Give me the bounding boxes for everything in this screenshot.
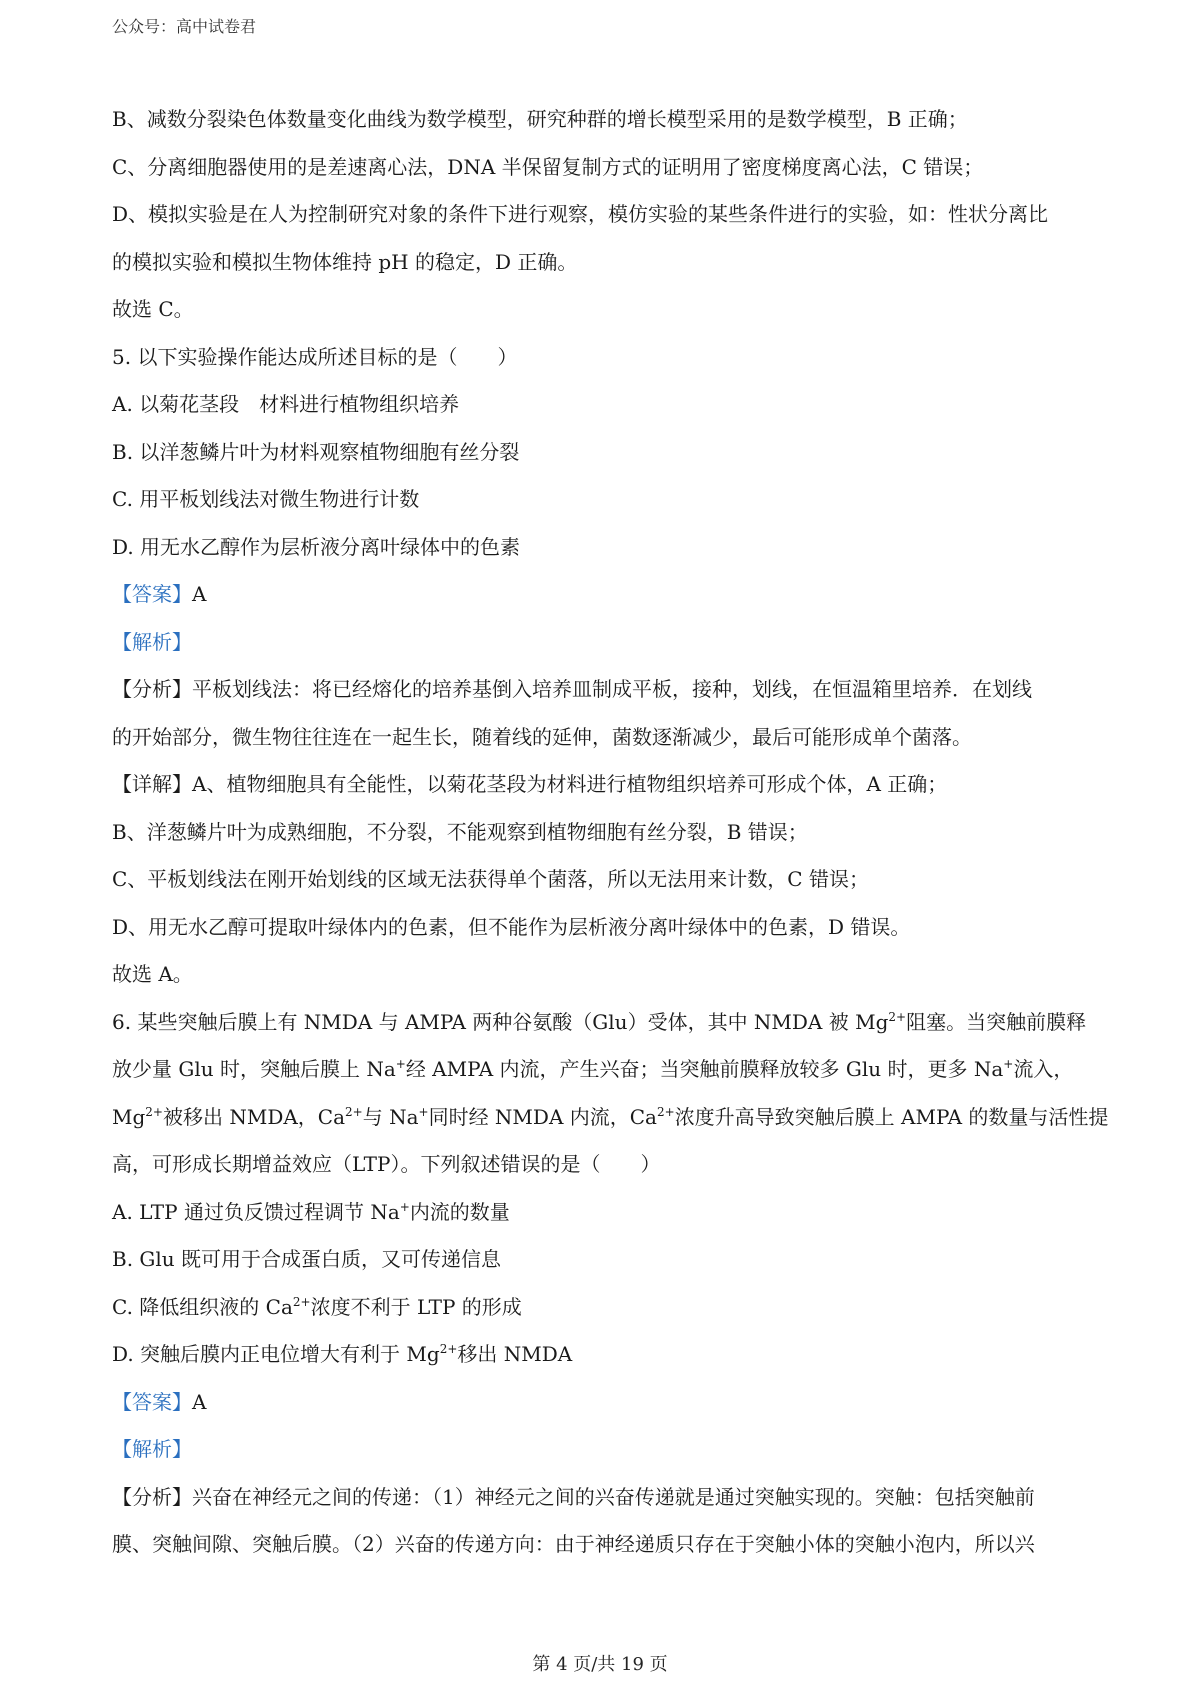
text-line	[112, 1236, 1102, 1284]
text-line	[112, 286, 1102, 334]
text-run: 【详解】A、植物细胞具有全能性，以菊花茎段为材料进行植物组织培养可形成个体，A 正确；	[112, 772, 948, 796]
text-run: B、洋葱鳞片叶为成熟细胞，不分裂，不能观察到植物细胞有丝分裂，B 错误；	[112, 819, 808, 844]
superscript: 2+	[292, 1294, 311, 1309]
text-line	[112, 571, 1102, 619]
text-run: 流入，	[1013, 1057, 1074, 1081]
text-line	[112, 191, 1102, 239]
text-line	[112, 951, 1102, 999]
text-line	[112, 1284, 1102, 1332]
section-tag: 【答案】	[112, 582, 192, 606]
document-body	[112, 96, 1109, 1569]
text-run: C. 用平板划线法对微生物进行计数	[112, 487, 420, 511]
text-run: C. 降低组织液的 Ca	[112, 1294, 293, 1319]
text-run: 浓度不利于 LTP 的形成	[310, 1294, 522, 1319]
text-line	[112, 96, 1102, 144]
text-run: D、模拟实验是在人为控制研究对象的条件下进行观察，模仿实验的某些条件进行的实验，如：性状分离比	[112, 202, 1049, 226]
text-line	[112, 619, 1102, 667]
superscript: +	[399, 1199, 410, 1214]
superscript: 2+	[439, 1342, 458, 1356]
text-line	[112, 144, 1102, 192]
text-line	[112, 809, 1102, 857]
text-run: C、分离细胞器使用的是差速离心法，DNA 半保留复制方式的证明用了密度梯度离心法，C 错误；	[112, 154, 984, 179]
superscript: 2+	[888, 1009, 907, 1024]
text-run: 【分析】兴奋在神经元之间的传递：（1）神经元之间的兴奋传递就是通过突触实现的。突触：包括突触前	[112, 1484, 1035, 1509]
text-line	[112, 856, 1102, 904]
text-line	[112, 476, 1102, 524]
text-line	[112, 239, 1102, 287]
superscript: 2+	[656, 1104, 675, 1119]
page-footer: 第 4 页/共 19 页	[532, 1654, 668, 1675]
section-tag: 【解析】	[112, 629, 192, 654]
text-run: 故选 C。	[112, 297, 194, 321]
text-line	[112, 1521, 1102, 1569]
text-line	[112, 666, 1102, 714]
text-run: 放少量 Glu 时，突触后膜上 Na	[112, 1057, 396, 1081]
text-run: 被移出 NMDA，Ca	[162, 1104, 346, 1129]
text-line	[112, 381, 1102, 429]
text-run: 同时经 NMDA 内流，Ca	[428, 1104, 657, 1129]
text-run: A	[192, 1389, 207, 1414]
page-header: 公众号：高中试卷君	[112, 17, 257, 36]
text-run: A. LTP 通过负反馈过程调节 Na	[112, 1199, 400, 1224]
text-run: B、减数分裂染色体数量变化曲线为数学模型，研究种群的增长模型采用的是数学模型，B 正确；	[112, 107, 968, 131]
text-run: D、用无水乙醇可提取叶绿体内的色素，但不能作为层析液分离叶绿体中的色素，D 错误。	[112, 914, 911, 939]
text-line	[112, 1426, 1102, 1474]
text-run: D. 突触后膜内正电位增大有利于 Mg	[112, 1342, 440, 1366]
text-run: Mg	[112, 1104, 146, 1129]
text-line	[112, 1331, 1102, 1379]
superscript: +	[1003, 1057, 1014, 1071]
text-run: 内流的数量	[409, 1199, 510, 1224]
section-tag: 【解析】	[112, 1437, 192, 1461]
text-line	[112, 1474, 1102, 1522]
text-run: 【分析】平板划线法：将已经熔化的培养基倒入培养皿制成平板，接种，划线，在恒温箱里培养．在划线	[112, 677, 1032, 701]
text-line	[112, 1141, 1102, 1189]
text-run: 移出 NMDA	[457, 1342, 573, 1366]
text-line	[112, 524, 1102, 572]
text-line	[112, 429, 1102, 477]
superscript: +	[418, 1104, 429, 1119]
text-run: C、平板划线法在刚开始划线的区域无法获得单个菌落，所以无法用来计数，C 错误；	[112, 867, 869, 891]
text-line	[112, 1094, 1109, 1142]
text-run: A	[192, 582, 207, 606]
text-run: 浓度升高导致突触后膜上 AMPA 的数量与活性提	[674, 1104, 1109, 1129]
text-run: 的模拟实验和模拟生物体维持 pH 的稳定，D 正确。	[112, 249, 578, 274]
text-run: B. Glu 既可用于合成蛋白质，又可传递信息	[112, 1247, 502, 1271]
superscript: 2+	[145, 1104, 163, 1119]
text-line	[112, 1189, 1102, 1237]
text-run: 5. 以下实验操作能达成所述目标的是（ ）	[112, 344, 518, 369]
section-tag: 【答案】	[112, 1389, 192, 1414]
text-line	[112, 714, 1102, 762]
text-run: 故选 A。	[112, 962, 193, 986]
text-run: B. 以洋葱鳞片叶为材料观察植物细胞有丝分裂	[112, 439, 520, 464]
text-line	[112, 904, 1102, 952]
text-run: D. 用无水乙醇作为层析液分离叶绿体中的色素	[112, 534, 521, 559]
text-run: 经 AMPA 内流，产生兴奋；当突触前膜释放较多 Glu 时，更多 Na	[405, 1057, 1004, 1081]
text-line	[112, 999, 1102, 1047]
superscript: 2+	[345, 1104, 363, 1119]
text-run: 高，可形成长期增益效应（LTP）。下列叙述错误的是（ ）	[112, 1152, 661, 1176]
text-run: 阻塞。当突触前膜释	[906, 1009, 1087, 1034]
text-line	[112, 1379, 1102, 1427]
text-run: 与 Na	[362, 1104, 419, 1129]
text-run: 膜、突触间隙、突触后膜。（2）兴奋的传递方向：由于神经递质只存在于突触小体的突触小泡内，所以兴	[112, 1532, 1035, 1556]
text-run: 6. 某些突触后膜上有 NMDA 与 AMPA 两种谷氨酸（Glu）受体，其中 NMDA 被 Mg	[112, 1009, 889, 1034]
text-line	[112, 761, 1102, 809]
superscript: +	[395, 1057, 406, 1071]
text-run: 的开始部分，微生物往往连在一起生长，随着线的延伸，菌数逐渐减少，最后可能形成单个菌落。	[112, 724, 972, 749]
text-run: A. 以菊花茎段 材料进行植物组织培养	[112, 392, 460, 416]
text-line	[112, 1046, 1102, 1094]
text-line	[112, 334, 1102, 382]
